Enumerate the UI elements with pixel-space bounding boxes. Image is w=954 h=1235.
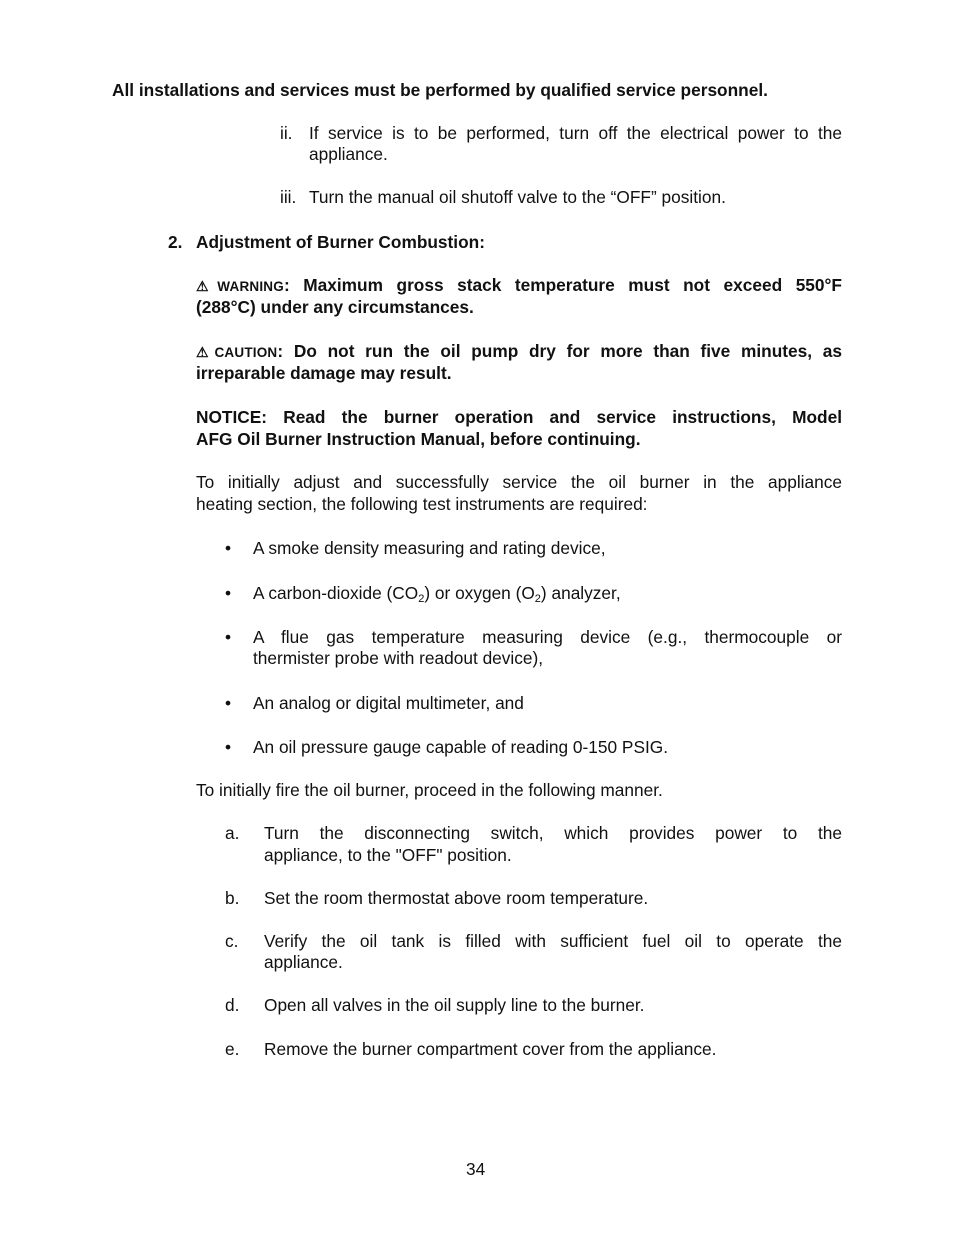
step-marker: c. [225,931,239,951]
caution-triangle-icon: ⚠ [196,344,215,360]
qualified-personnel-notice: All installations and services must be performed by qualified service personnel. [112,80,768,100]
bullet-icon: • [225,693,232,713]
caution-label: CAUTION [214,345,278,360]
section-title: Adjustment of Burner Combustion: [196,232,485,252]
step-text: Turn the disconnecting switch, which provides power to the [264,823,842,843]
fire-intro: To initially fire the oil burner, proceed in the following manner. [196,780,663,800]
instruments-intro-cont: heating section, the following test instruments are required: [196,494,648,514]
instrument-item-flue-cont: thermister probe with readout device), [253,648,544,668]
bullet-icon: • [225,538,232,558]
notice-text-cont: AFG Oil Burner Instruction Manual, before continuing. [196,429,641,449]
instrument-item-smoke: A smoke density measuring and rating device, [253,538,606,558]
caution-text: : Do not run the oil pump dry for more than five minutes, as [277,341,842,361]
bullet-icon: • [225,583,232,603]
warning-text: : Maximum gross stack temperature must not exceed 550°F [283,275,842,295]
warning-text-cont: (288°C) under any circumstances. [196,297,474,317]
step-text-cont: appliance. [264,952,343,972]
instrument-item-flue: A flue gas temperature measuring device (e.g., thermocouple or [253,627,842,647]
bullet-icon: • [225,737,232,757]
notice-text: NOTICE: Read the burner operation and service instructions, Model [196,407,842,427]
roman-step-text: If service is to be performed, turn off the electrical power to the [309,123,842,143]
step-text-cont: appliance, to the "OFF" position. [264,845,512,865]
warning-notice [196,274,842,298]
instrument-item-gauge: An oil pressure gauge capable of reading 0-150 PSIG. [253,737,669,757]
step-text: Remove the burner compartment cover from the appliance. [264,1039,717,1059]
step-marker: a. [225,823,240,843]
step-text: Set the room thermostat above room temperature. [264,888,649,908]
step-marker: e. [225,1039,240,1059]
roman-step-text: Turn the manual oil shutoff valve to the “OFF” position. [309,187,726,207]
caution-text-cont: irreparable damage may result. [196,363,452,383]
section-number: 2. [168,232,183,252]
step-text: Open all valves in the oil supply line to the burner. [264,995,645,1015]
roman-step-marker: iii. [280,187,297,207]
warning-triangle-icon: ⚠ [196,278,218,294]
step-marker: d. [225,995,240,1015]
step-marker: b. [225,888,240,908]
instrument-item-analyzer: A carbon-dioxide $(CO_2)$ or oxygen $(O_2)$ analyzer, [253,583,621,605]
instrument-item-multimeter: An analog or digital multimeter, and [253,693,524,713]
roman-step-text-cont: appliance. [309,144,388,164]
instruments-intro: To initially adjust and successfully service the oil burner in the appliance [196,472,842,492]
warning-label: WARNING [217,279,284,294]
caution-notice [196,340,842,364]
bullet-icon: • [225,627,232,647]
page-number: 34 [466,1159,486,1179]
step-text: Verify the oil tank is filled with sufficient fuel oil to operate the [264,931,842,951]
roman-step-marker: ii. [280,123,293,143]
